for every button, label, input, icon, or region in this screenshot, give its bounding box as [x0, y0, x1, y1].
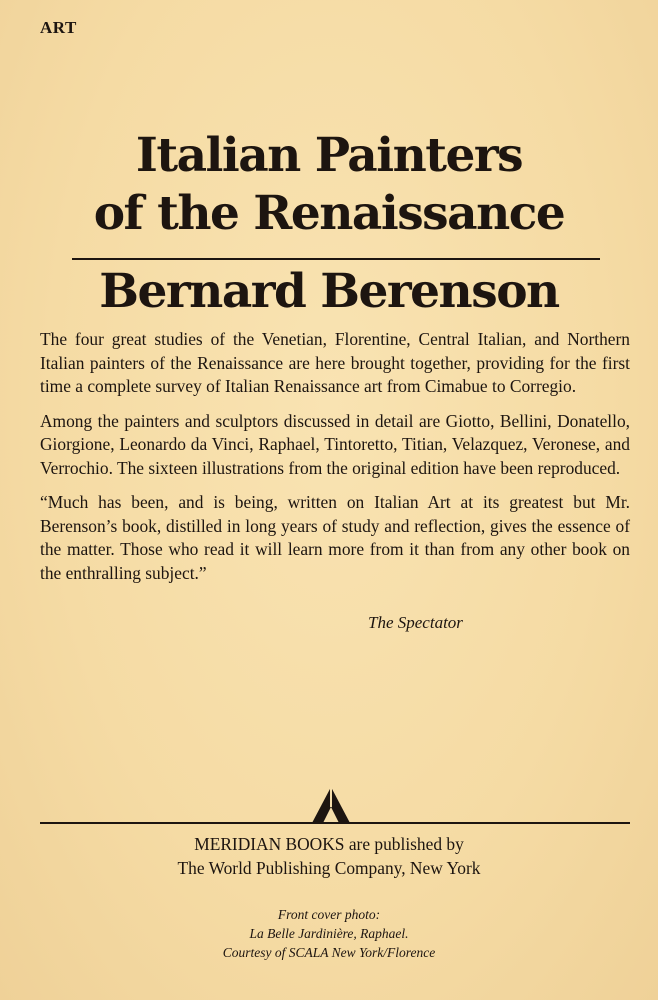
blurb-paragraph-2: Among the painters and sculptors discussed in detail are Giotto, Bellini, Donatello, Giorgione, Leonardo da Vinci, Raphael, Tintoretto, Titian, Velazquez, Veronese, and Verrochio. The sixteen illustrations from the original edition have been reproduced.	[40, 410, 630, 478]
blurb-paragraph-1: The four great studies of the Venetian, Florentine, Central Italian, and Northern Italian painters of the Renaissance are here brought together, providing for the first time a complete survey of Italian Renaissance art from Cimabue to Corregio.	[40, 329, 630, 396]
book-title-line-1: Italian Painters	[135, 128, 523, 183]
author-name: Bernard Berenson	[99, 264, 559, 319]
meridian-m-logo-icon	[310, 785, 352, 823]
blurb-paragraph-3: “Much has been, and is being, written on Italian Art at its greatest but Mr. Berenson’s book, distilled in long years of study and reflection, gives the essence of the matter. Those who read it will learn more from it than from any other book on the enthralling subject.”	[40, 492, 630, 583]
quote-source: The Spectator	[368, 613, 463, 632]
blurb	[40, 328, 630, 596]
publisher-divider	[40, 822, 630, 824]
credit-line-2: La Belle Jardinière, Raphael.	[249, 926, 409, 941]
category-label: ART	[40, 18, 77, 37]
title-divider	[72, 258, 600, 260]
book-title-line-2: of the Renaissance	[93, 186, 565, 241]
publisher-line-1: MERIDIAN BOOKS are published by	[194, 834, 464, 854]
cover-photo-credit	[0, 905, 658, 962]
publisher-line-2: The World Publishing Company, New York	[177, 858, 481, 878]
credit-line-1: Front cover photo:	[277, 907, 381, 922]
publisher-info	[0, 832, 658, 880]
credit-line-3: Courtesy of SCALA New York/Florence	[222, 945, 436, 960]
